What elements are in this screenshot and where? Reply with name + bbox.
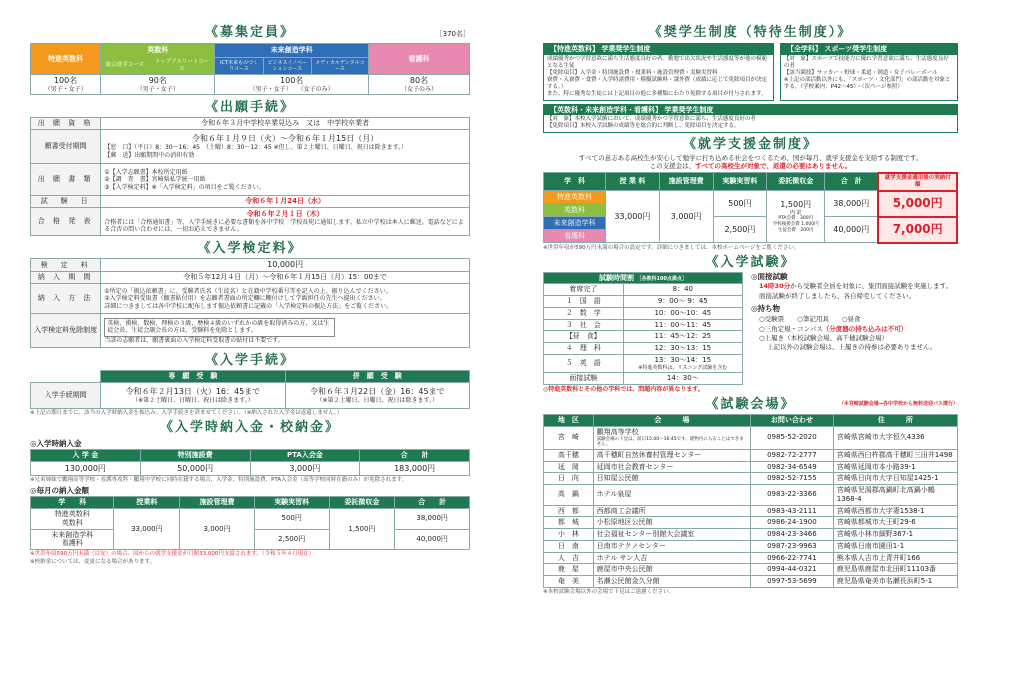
dept-mirai: 未来創造学科 xyxy=(215,44,369,58)
exam-row xyxy=(544,343,743,355)
exam-info xyxy=(751,272,958,395)
venue-address: 宮崎県宮崎市大字恒久4336 xyxy=(833,426,957,449)
pay-m-collect: 1,500円 xyxy=(329,509,395,550)
course-athlete: トップアスリートコース xyxy=(149,58,215,75)
pay-m-total2: 40,000円 xyxy=(395,529,470,550)
left-column xyxy=(30,24,470,567)
pay-v-entry: 130,000円 xyxy=(31,462,141,476)
exam-time: 13：30〜14：15 ※特進英数科は、リスニング試験を含む xyxy=(623,354,742,372)
pay-note2: ※世帯年収590万円未満（目安）の場合、国からの就学支援金が月額33,000円支給されます。（令和５年４月現在） xyxy=(30,551,315,557)
venue-tel: 0966-22-7741 xyxy=(750,552,833,564)
pay-note3: ※校納金については、変更になる場合があります。 xyxy=(30,558,156,565)
exam-date-label: 試 験 日 xyxy=(31,196,101,208)
pay-v-pta: 3,000円 xyxy=(250,462,360,476)
fee-method-label: 納 入 方 法 xyxy=(31,284,101,314)
scholar-title: 《奨学生制度（特待生制度）》 xyxy=(648,25,853,40)
course-medical: メディカルデンタルコース xyxy=(311,58,368,75)
scholar-general-target: 【対 象】本校入学試験において、成績優秀かつ学習意欲に満ち、生活態度良好の者 xyxy=(547,116,756,123)
venue-row xyxy=(544,449,958,461)
venue-address: 宮崎県都城市大王町29-6 xyxy=(833,517,957,529)
venue-area: 西 都 xyxy=(544,505,594,517)
exam-warn: ◎特進英数科とその他の学科では、問題内容が異なります。 xyxy=(543,385,704,393)
exam-time: 10：00〜10：45 xyxy=(623,307,742,319)
recruit-total: ［370名］ xyxy=(435,30,470,38)
support-d3: 未来創造学科 xyxy=(544,217,606,230)
exam-subject: 面接試験 xyxy=(544,372,624,384)
pay-m-facility: 3,000円 xyxy=(180,509,255,550)
enroll-table xyxy=(30,370,470,409)
interview-desc2: 面接試験が終了しましたら、各自帰宅してください。 xyxy=(759,291,915,300)
support-net2: 7,000円 xyxy=(878,217,957,243)
pay-sub1: ◎入学時納入金 xyxy=(30,438,82,448)
venue-address: 宮崎県児湯郡高鍋町北高鍋小鶴1368-4 xyxy=(833,485,957,506)
enroll-note: ※上記の期日までに、該当の入学時納入金を振込み、入学手続きを済ませてください。（※納入された入学金は返還しません。） xyxy=(30,410,343,416)
exam-row xyxy=(544,372,743,384)
support-h-tuition: 授 業 料 xyxy=(606,173,660,191)
venue-place: 高千穂町自然休養村管理センター xyxy=(593,449,750,461)
interview-heading: ◎面接試験 xyxy=(751,271,788,281)
support-total2: 40,000円 xyxy=(825,217,879,243)
support-h-collect: 委託徴収金 xyxy=(767,173,825,191)
exam-row xyxy=(544,354,743,372)
exam-subject: ２ 数 学 xyxy=(544,307,624,319)
support-facility: 3,000円 xyxy=(659,191,713,243)
pay-mh-dept: 学 科 xyxy=(31,497,114,509)
cap-mirai: 100名 （男子・女子） （女子のみ） xyxy=(215,74,369,95)
dept-eisu: 英数科 xyxy=(101,44,215,58)
fee-exempt-label: 入学検定料免除制度 xyxy=(31,314,101,348)
venue-tel: 0982-52-7155 xyxy=(750,473,833,485)
pay-mh-collect: 委託徴収金 xyxy=(329,497,395,509)
venue-bus-note: （※宮崎試験会場→各中学校から無料送迎バス運行） xyxy=(838,401,958,407)
pay-h-facility: 特別施設費 xyxy=(140,450,250,462)
support-desc2: この支援金は、すべての高校生が対象で、返還の必要はありません。 xyxy=(649,161,852,170)
dept-kango: 看護科 xyxy=(368,44,469,75)
course-business: ビジネスイノベーションコース xyxy=(263,58,311,75)
apply-period: 令和６年１月９日（火）〜令和６年１月15日（月） 【窓 口】（平日）8：30〜16：45 （土曜）8：30〜12：45 ※但し、第２土曜日、日曜日、祝日は除きます。） 【郵 送】出願期間中の消印有効 xyxy=(101,130,470,164)
scholar-tokushin-target: 成績優秀かつ学習意欲に満ち生活態度良好の者。勤勉で出欠状況や生活態度等が他の模範となる生徒 xyxy=(547,55,768,69)
fee-amount: 10,000円 xyxy=(101,259,470,272)
recruit-title: 《募集定員》 xyxy=(204,25,295,40)
fee-method: ①所定の「振込依頼書」に、受験者氏名（生徒名）と在籍中学校番号等を記入の上、振り込んでください。 ②入学検定料受取書（願書貼付用）を志願者書面の所定欄に糊付けして学級担任の先生へ提出ください。 詳細につきましては各中学校に配布します振込依頼書に記載の「入学検定料の振込方法」をご覧ください。 xyxy=(101,284,470,314)
venue-area: 鹿 屋 xyxy=(544,564,594,576)
venue-h-area: 地 区 xyxy=(544,415,594,427)
venue-tel: 0983-43-2111 xyxy=(750,505,833,517)
exam-row xyxy=(544,331,743,343)
exam-schedule xyxy=(543,272,743,395)
venue-area: 小 林 xyxy=(544,529,594,541)
exam-schedule-header: 試験時間割 ［各教科100点満点］ xyxy=(544,272,743,284)
course-sogo: 総合進学コース xyxy=(101,58,149,75)
recruit-table xyxy=(30,43,470,95)
venue-row xyxy=(544,461,958,473)
venue-tel: 0997-53-5699 xyxy=(750,576,833,588)
venue-tel: 0983-22-3366 xyxy=(750,485,833,506)
venue-row xyxy=(544,552,958,564)
venue-place: 鵬翔高等学校 試験会場の下見は、前日15:00〜16:45です。建物内に入ることはできません。 xyxy=(593,426,750,449)
exam-subject: 着席完了 xyxy=(544,284,624,296)
enroll-title: 《入学手続》 xyxy=(204,353,295,369)
exam-date: 令和６年１月24日（水） xyxy=(101,196,470,208)
venue-area: 宮 崎 xyxy=(544,426,594,449)
apply-table xyxy=(30,117,470,236)
venue-row xyxy=(544,517,958,529)
scholar-sports-events: 【該当競技】サッカー・野球・柔道・剣道・女子バレーボール xyxy=(783,70,938,77)
scholar-general-exempt: 【免除項目】本校入学試験の成績等を総合的に判断し、免除項目を決定する。 xyxy=(547,123,740,130)
pay-m-lab2: 2,500円 xyxy=(254,529,329,550)
cap-eisu: 90名 （男子・女子） xyxy=(101,74,215,95)
venue-area: 日 向 xyxy=(544,473,594,485)
cap-tokushin: 100名 （男子・女子） xyxy=(31,74,101,95)
venue-row xyxy=(544,473,958,485)
pay-entry-table xyxy=(30,449,470,476)
dept-tokushin: 特進英数科 xyxy=(31,44,101,75)
fee-exempt: 英検、漢検、数検、理検の３級、歴検４級のいずれかの級を取得済みの方、又は生徒会長、生徒会副会長の方は、受験料を免除とします。 当該の志願者は、願書裏面の入学検定料受取書の貼付は不要です。 xyxy=(101,314,470,348)
exam-english-note: ※特進英数科は、リスニング試験を含む xyxy=(638,364,728,371)
support-table xyxy=(543,172,958,244)
bring-items1: ○受験票 ○筆記用具 ○昼食 xyxy=(759,315,861,324)
venue-address: 宮崎県西臼杵郡高千穂町三田井1498 xyxy=(833,449,957,461)
exam-row xyxy=(544,284,743,296)
exam-subject: １ 国 語 xyxy=(544,296,624,308)
apply-docs: ①【入学志願書】本校所定用紙 ②【調 査 書】宮崎県私学統一用紙 ③【入学検定料】※「入学検定料」の項目をご覧ください。 xyxy=(101,164,470,196)
support-tuition: 33,000円 xyxy=(606,191,660,243)
pay-mh-total: 合 計 xyxy=(395,497,470,509)
scholar-tokushin-box xyxy=(543,43,774,101)
support-h-dept: 学 科 xyxy=(544,173,606,191)
enroll-label: 入学手続期間 xyxy=(31,383,101,409)
pay-mh-facility: 施設管理費 xyxy=(180,497,255,509)
cap-kango: 80名 （女子のみ） xyxy=(368,74,469,95)
support-h-total: 合 計 xyxy=(825,173,879,191)
venue-address: 熊本県人吉市上青井町166 xyxy=(833,552,957,564)
venue-place: 小松原地区公民館 xyxy=(593,517,750,529)
venue-address: 鹿児島県奄美市名瀬長浜町5-1 xyxy=(833,576,957,588)
course-ict: ICT未来ものづくりコース xyxy=(215,58,263,75)
fee-table xyxy=(30,258,470,348)
support-h-lab: 実験実習料 xyxy=(713,173,767,191)
exam-time: 14：30〜 xyxy=(623,372,742,384)
venue-row xyxy=(544,576,958,588)
venue-row xyxy=(544,505,958,517)
pay-monthly-table xyxy=(30,496,470,550)
exam-time: 8：40 xyxy=(623,284,742,296)
exam-time: 11：45〜12：25 xyxy=(623,331,742,343)
venue-tel: 0985-52-2020 xyxy=(750,426,833,449)
exam-title: 《入学試験》 xyxy=(705,254,796,270)
apply-qual-label: 出 願 資 格 xyxy=(31,118,101,130)
venue-row xyxy=(544,564,958,576)
venue-area: 高 鍋 xyxy=(544,485,594,506)
venue-place: 西都商工会議所 xyxy=(593,505,750,517)
support-note: ※世帯年収が590万円未満の場合の設定です。詳細につきましては、本校ホームページをご覧ください。 xyxy=(543,244,800,251)
venue-table xyxy=(543,414,958,588)
venue-title: 《試験会場》 xyxy=(705,397,796,412)
pay-m-dept1: 特進英数科 英数科 xyxy=(31,509,114,530)
apply-title: 《出願手続》 xyxy=(204,100,295,116)
pay-v-facility: 50,000円 xyxy=(140,462,250,476)
support-d2: 英数科 xyxy=(544,204,606,217)
enroll-sengan: 専 願 受 験 xyxy=(101,371,285,383)
venue-area: 日 南 xyxy=(544,540,594,552)
exam-time: 9：00〜 9：45 xyxy=(623,296,742,308)
venue-place: 日南市テクノセンター xyxy=(593,540,750,552)
support-lab2: 2,500円 xyxy=(713,217,767,243)
fee-period-label: 納 入 期 間 xyxy=(31,272,101,284)
exam-subject: ４ 理 科 xyxy=(544,343,624,355)
venue-place: 日知屋公民館 xyxy=(593,473,750,485)
fee-period: 令和５年12月４日（月）〜令和６年１月15日（月）15：00まで xyxy=(101,272,470,284)
support-collect: 1,500円 内 訳 PTA会費 300円 学校後援会費 1,000円 生徒会費 200円 xyxy=(767,191,825,243)
venue-place: ホテル泉屋 xyxy=(593,485,750,506)
support-h-facility: 施設管理費 xyxy=(659,173,713,191)
enroll-heigan-date: 令和６年３月22日（金）16：45まで （※第２土曜日、日曜日、祝日は除きます。） xyxy=(285,383,469,409)
interview-desc: 14時30分から受験者全員を対象に、集団面接試験を実施します。 xyxy=(759,282,953,291)
bring-heading: ◎持ち物 xyxy=(751,304,781,314)
pay-m-tuition: 33,000円 xyxy=(114,509,180,550)
bring-items3: ○上履き（本校試験会場、高千穂試験会場） xyxy=(759,333,889,342)
apply-qual: 令和６年３月中学校卒業見込み 又は 中学校卒業者 xyxy=(101,118,470,130)
support-total1: 38,000円 xyxy=(825,191,879,217)
venue-address: 宮崎県西都市大字妻1538-1 xyxy=(833,505,957,517)
pay-v-total: 183,000円 xyxy=(360,462,470,476)
exam-time: 11：00〜11：45 xyxy=(623,319,742,331)
venue-row xyxy=(544,540,958,552)
pay-note1: ※兄弟姉妹で鵬翔高等学校・看護専攻科・鵬翔中学校に同時在籍する場合、入学金、特別施設費、PTA入会金（高等学校同時在籍のみ）が免除されます。 xyxy=(30,477,408,483)
venue-area: 延 岡 xyxy=(544,461,594,473)
support-h-net: 就学支援金適用後の実納付額 xyxy=(878,173,957,191)
result-label: 合 格 発 表 xyxy=(31,208,101,236)
venue-row xyxy=(544,485,958,506)
pay-h-total: 合 計 xyxy=(360,450,470,462)
scholar-tokushin-exempt2: 寮費・入寮費・食費・入学時諸費用・模擬試験料・課外費（成績に応じて免除項目が決定する。） xyxy=(547,77,768,91)
apply-docs-label: 出 願 書 類 xyxy=(31,164,101,196)
venue-place: 鹿屋市中央公民館 xyxy=(593,564,750,576)
venue-miyazaki-note: 試験会場の下見は、前日15:00〜16:45です。建物内に入ることはできません。 xyxy=(596,436,744,448)
support-lab1: 500円 xyxy=(713,191,767,217)
venue-area: 高千穂 xyxy=(544,449,594,461)
venue-tel: 0994-44-0321 xyxy=(750,564,833,576)
venue-row xyxy=(544,426,958,449)
pay-m-lab1: 500円 xyxy=(254,509,329,530)
apply-period-label: 願書受付期間 xyxy=(31,130,101,164)
pay-mh-tuition: 授業料 xyxy=(114,497,180,509)
result: 令和６年２月１日（木） 合格者には「合格通知書」等、入学手続きに必要な書類を各中学校 学校長宛に通知します。私立中学校は本人に郵送。電話などによる合否の問い合わせには、一切お応えできません。 xyxy=(101,208,470,236)
venue-area: 都 城 xyxy=(544,517,594,529)
venue-tel: 0982-72-2777 xyxy=(750,449,833,461)
venue-tel: 0987-23-9963 xyxy=(750,540,833,552)
support-d4: 看護科 xyxy=(544,230,606,243)
exam-schedule-table xyxy=(543,272,743,385)
venue-note: ※本校試験会場以外の会場で下見はご遠慮ください。 xyxy=(543,588,675,595)
enroll-sengan-date: 令和６年２月13日（火）16：45まで （※第２土曜日、日曜日、祝日は除きます。） xyxy=(101,383,285,409)
fee-amount-label: 検 定 料 xyxy=(31,259,101,272)
pay-h-pta: PTA入会金 xyxy=(250,450,360,462)
venue-address: 鹿児島県鹿屋市北田町11103番 xyxy=(833,564,957,576)
scholar-sports-target: 【対 象】スポーツで技能力に優れ学習意欲に満ち、生活態度良好の者 xyxy=(783,55,949,69)
scholar-tokushin-exempt: 【免除項目】入学金・特別施設費・授業料・施設管理費・実験実習料 xyxy=(547,70,718,77)
venue-h-address: 住 所 xyxy=(833,415,957,427)
exam-row xyxy=(544,307,743,319)
scholar-sports-header: 【全学科】 スポーツ奨学生制度 xyxy=(781,44,957,55)
exam-subject: 【昼 食】 xyxy=(544,331,624,343)
venue-address: 宮崎県日南市園田1-1 xyxy=(833,540,957,552)
pay-m-dept2: 未来創造学科 看護科 xyxy=(31,529,114,550)
pay-h-entry: 入 学 金 xyxy=(31,450,141,462)
scholar-sports-note: ※上記の部活動以外にも、「スポーツ・文化部門」の部活動を対象とする。（学校案内：P42〜45）・（次ページ参照） xyxy=(783,77,951,91)
exam-subject: ５ 英 語 xyxy=(544,354,624,372)
support-desc: すべての意志ある高校生が安心して勉学に打ち込める社会をつくるため、国が毎月、就学支援金を支給する制度です。 xyxy=(578,153,923,162)
venue-place: 社会福祉センター別館大会議室 xyxy=(593,529,750,541)
venue-address: 宮崎県小林市細野367-1 xyxy=(833,529,957,541)
scholar-general-box xyxy=(543,104,958,133)
venue-place: 名瀬公民館金久分館 xyxy=(593,576,750,588)
venue-place: ホテル サン人吉 xyxy=(593,552,750,564)
venue-address: 宮崎県日向市大字日知屋1425-1 xyxy=(833,473,957,485)
right-column xyxy=(543,24,958,597)
pay-mh-lab: 実験実習料 xyxy=(254,497,329,509)
exam-row xyxy=(544,319,743,331)
pay-title: 《入学時納入金・校納金》 xyxy=(159,419,340,435)
venue-tel: 0982-34-6549 xyxy=(750,461,833,473)
venue-tel: 0986-24-1900 xyxy=(750,517,833,529)
venue-row xyxy=(544,529,958,541)
support-d1: 特進英数科 xyxy=(544,191,606,204)
venue-area: 奄 美 xyxy=(544,576,594,588)
scholar-general-header: 【英数科・未来創造学科・看護科】 学業奨学生制度 xyxy=(544,105,957,116)
venue-tel: 0984-23-3466 xyxy=(750,529,833,541)
scholar-tokushin-header: 【特進英数科】 学業奨学生制度 xyxy=(544,44,773,55)
fee-title: 《入学検定料》 xyxy=(197,241,303,257)
venue-h-place: 会 場 xyxy=(593,415,750,427)
venue-area: 人 吉 xyxy=(544,552,594,564)
enroll-heigan: 併 願 受 験 xyxy=(285,371,469,383)
exam-time: 12：30〜13：15 xyxy=(623,343,742,355)
venue-address: 宮崎県延岡市本小路39-1 xyxy=(833,461,957,473)
venue-place: 延岡市社会教育センター xyxy=(593,461,750,473)
scholar-sports-box xyxy=(780,43,958,101)
exam-row xyxy=(544,296,743,308)
exam-subject: ３ 社 会 xyxy=(544,319,624,331)
bring-items2: ○三角定規・コンパス（分度器の持ち込みは不可） xyxy=(759,324,908,333)
pay-m-total1: 38,000円 xyxy=(395,509,470,530)
pay-sub2: ◎毎月の納入金額 xyxy=(30,485,90,495)
scholar-tokushin-extra: また、特に優秀な生徒には上記項目の他に多種類にわたり免除する項目が付与されます。 xyxy=(547,91,767,98)
support-net1: 5,000円 xyxy=(878,191,957,217)
support-title: 《就学支援金制度》 xyxy=(682,136,818,152)
venue-h-tel: お問い合わせ xyxy=(750,415,833,427)
bring-items4: 上記以外の試験会場は、上履きの持参は必要ありません。 xyxy=(767,343,937,352)
